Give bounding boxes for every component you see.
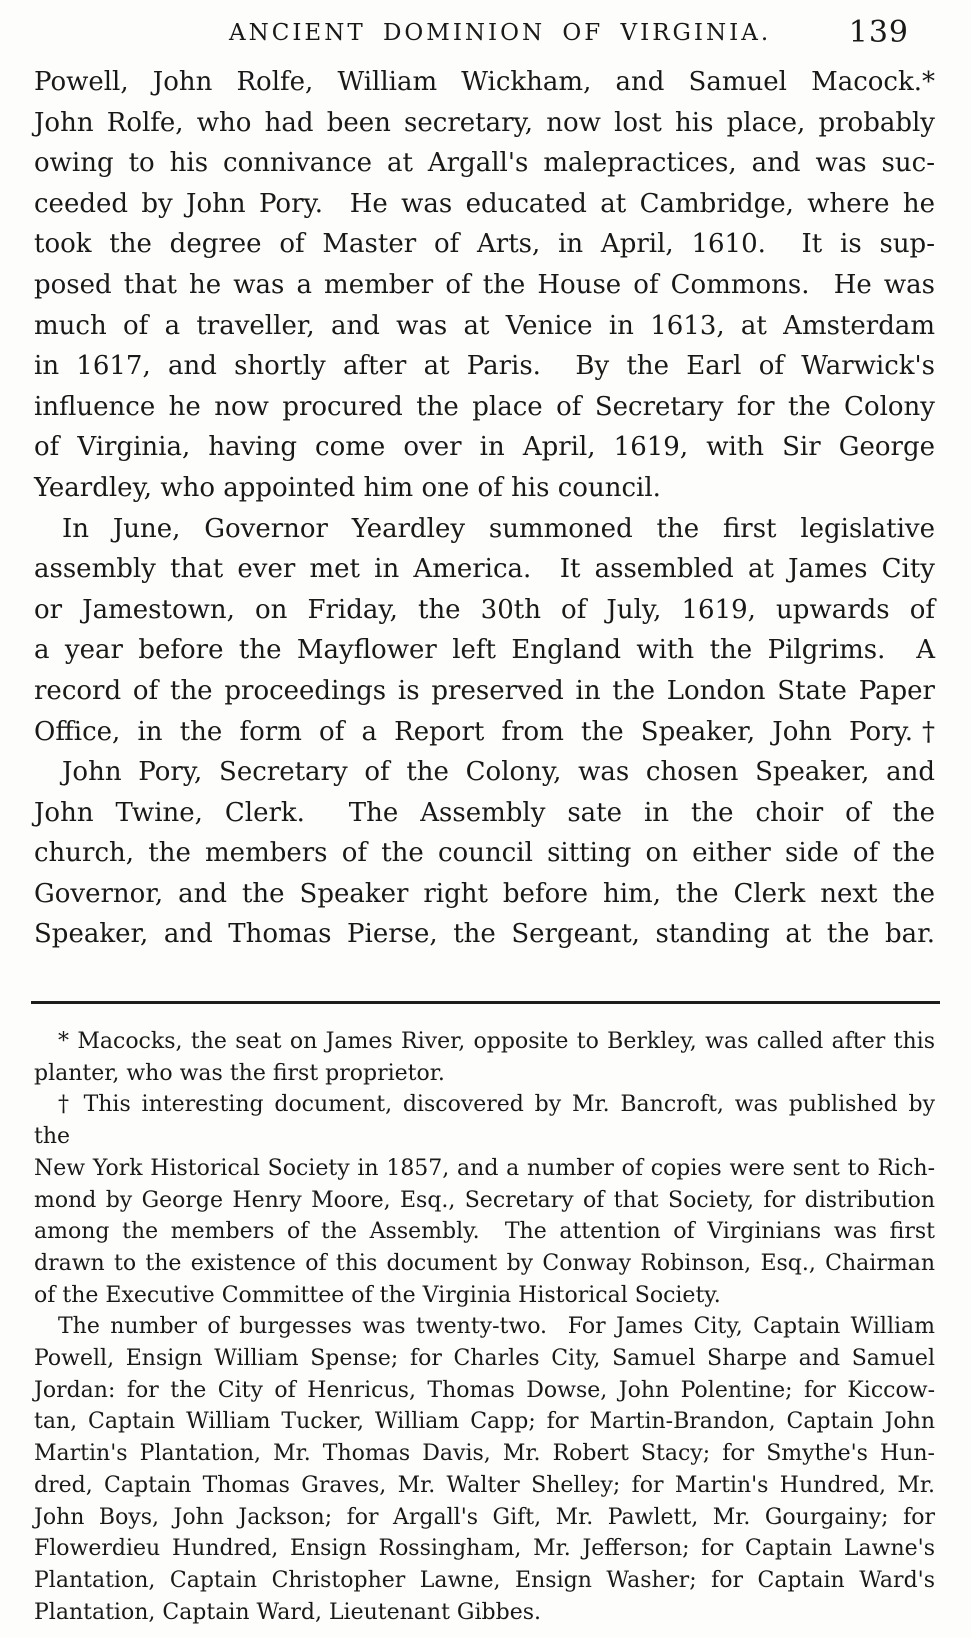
text-line: of the Executive Committee of the Virginia Historical Society. <box>34 1282 721 1308</box>
text-line: * Macocks, the seat on James River, opposite to Berkley, was called after this <box>58 1029 935 1054</box>
text-line: Governor, and the Speaker right before him, the Clerk next the <box>34 878 935 909</box>
footnote <box>34 1089 942 1311</box>
text-line: assembly that ever met in America. It assembled at James City <box>34 554 935 585</box>
footnote <box>34 1311 935 1628</box>
text-line: Plantation, Captain Ward, Lieutenant Gibbes. <box>34 1599 542 1625</box>
text-line: in 1617, and shortly after at Paris. By the Earl of Warwick's <box>34 351 935 382</box>
text-line: or Jamestown, on Friday, the 30th of July, 1619, upwards of <box>34 594 935 625</box>
text-line: New York Historical Society in 1857, and a number of copies were sent to Rich- <box>34 1155 935 1181</box>
text-line: of Virginia, having come over in April, 1619, with Sir George <box>34 432 935 463</box>
text-line: John Rolfe, who had been secretary, now lost his place, probably <box>34 107 935 138</box>
text-line: Speaker, and Thomas Pierse, the Sergeant, standing at the bar. <box>34 919 935 950</box>
text-line: took the degree of Master of Arts, in April, 1610. It is sup- <box>34 229 935 260</box>
page-number: 139 <box>848 15 909 50</box>
text-line: owing to his connivance at Argall's malepractices, and was suc- <box>34 148 935 179</box>
paragraph <box>34 752 935 955</box>
text-line: ceeded by John Pory. He was educated at Cambridge, where he <box>34 188 935 219</box>
text-line: John Boys, John Jackson; for Argall's Gift, Mr. Pawlett, Mr. Gourgainy; for <box>34 1504 935 1530</box>
running-title: ANCIENT DOMINION OF VIRGINIA. <box>229 20 772 46</box>
text-line: dred, Captain Thomas Graves, Mr. Walter Shelley; for Martin's Hundred, Mr. <box>34 1472 935 1498</box>
paragraph <box>34 509 935 753</box>
text-line: drawn to the existence of this document by Conway Robinson, Esq., Chairman <box>34 1250 935 1276</box>
text-line: mond by George Henry Moore, Esq., Secretary of that Society, for distribution <box>34 1187 935 1213</box>
text-line: John Pory, Secretary of the Colony, was chosen Speaker, and <box>62 757 935 788</box>
text-line: planter, who was the first proprietor. <box>34 1060 445 1086</box>
text-line: posed that he was a member of the House of Commons. He was <box>34 269 935 300</box>
text-line: Martin's Plantation, Mr. Thomas Davis, Mr. Robert Stacy; for Smythe's Hun- <box>34 1441 935 1467</box>
text-line: among the members of the Assembly. The attention of Virginians was first <box>34 1219 935 1245</box>
text-line: Jordan: for the City of Henricus, Thomas Dowse, John Polentine; for Kiccow- <box>34 1377 935 1403</box>
footnote-separator <box>31 1001 940 1004</box>
text-line: influence he now procured the place of Secretary for the Colony <box>34 391 935 422</box>
footnotes <box>34 1026 942 1628</box>
text-line: record of the proceedings is preserved in the London State Paper <box>34 675 935 706</box>
text-line: Powell, John Rolfe, William Wickham, and Samuel Macock.* <box>34 67 935 97</box>
paragraph <box>34 62 935 509</box>
text-line: In June, Governor Yeardley summoned the first legislative <box>62 513 935 544</box>
text-line: The number of burgesses was twenty-two. For James City, Captain William <box>58 1314 935 1340</box>
text-line: † This interesting document, discovered by Mr. Bancroft, was published by the <box>34 1092 942 1150</box>
body-text <box>34 62 935 955</box>
text-line: tan, Captain William Tucker, William Capp; for Martin-Brandon, Captain John <box>34 1409 935 1435</box>
text-line: Yeardley, who appointed him one of his council. <box>34 472 661 503</box>
footnote <box>34 1026 935 1089</box>
text-line: Plantation, Captain Christopher Lawne, Ensign Washer; for Captain Ward's <box>34 1567 935 1593</box>
text-line: John Twine, Clerk. The Assembly sate in the choir of the <box>34 797 935 828</box>
text-line: Office, in the form of a Report from the Speaker, John Pory.† <box>34 716 935 747</box>
text-line: church, the members of the council sitting on either side of the <box>34 838 935 869</box>
text-line: a year before the Mayflower left England with the Pilgrims. A <box>34 635 935 666</box>
page-header <box>34 15 935 58</box>
text-line: much of a traveller, and was at Venice in 1613, at Amsterdam <box>34 310 935 341</box>
text-line: Flowerdieu Hundred, Ensign Rossingham, Mr. Jefferson; for Captain Lawne's <box>34 1536 935 1562</box>
text-line: Powell, Ensign William Spense; for Charles City, Samuel Sharpe and Samuel <box>34 1346 935 1372</box>
